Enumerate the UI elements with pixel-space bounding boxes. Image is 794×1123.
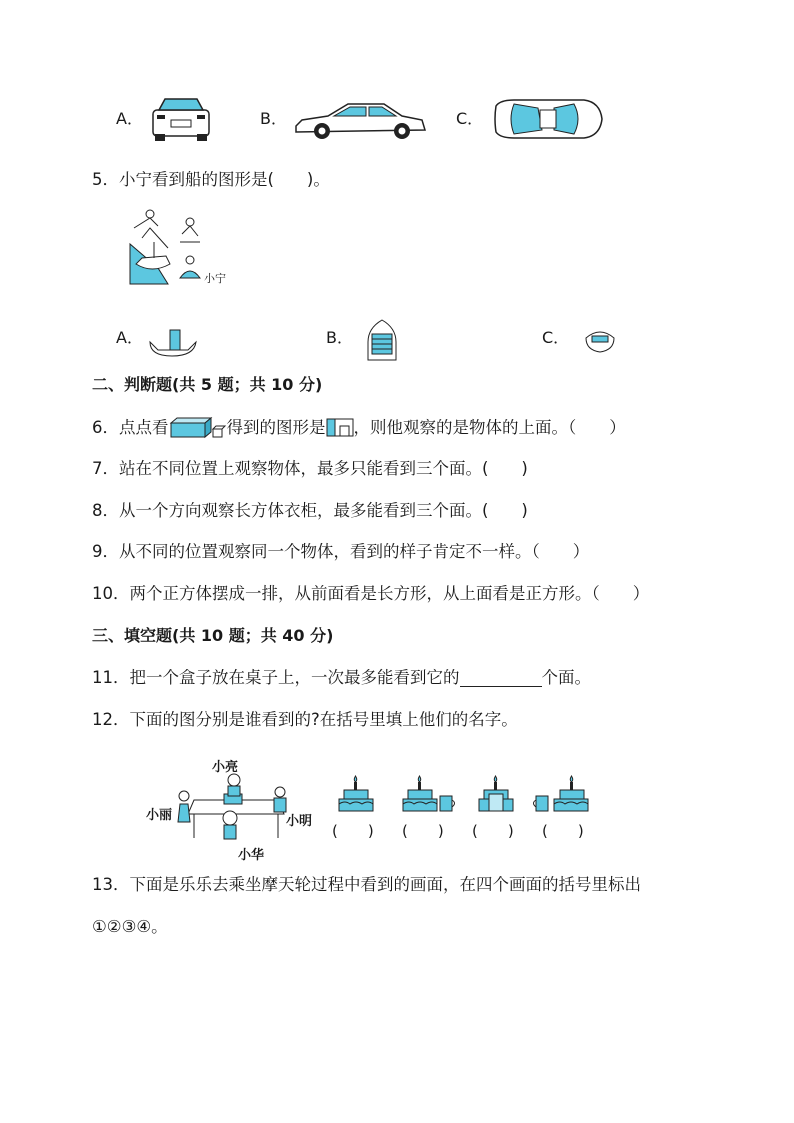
boat-front-view-icon [584,328,616,354]
cake-with-cup-right-icon [400,776,458,814]
car-top-view-icon [490,98,604,140]
cake-with-cup-left-icon [534,776,592,814]
name-xiaoliang: 小亮 [212,760,239,775]
q5-option-b-label: B． [326,328,353,347]
question-10: 10．两个正方体摆成一排，从前面看是长方形，从上面看是正方形。（ ） [92,584,650,603]
table-scene-image [180,770,292,854]
car-back-view-icon [147,96,215,142]
question-6: 6．点点看 得到的图形是 ，则他观察的是物体的上面。（ ） [92,418,626,437]
q4-option-b-label: B． [260,109,287,128]
question-9: 9．从不同的位置观察同一个物体，看到的样子肯定不一样。（ ） [92,542,590,561]
box-and-cube-icon [169,417,227,437]
question-13-line-2: ①②③④。 [92,917,168,936]
answer-paren-3[interactable]: ( ) [472,822,514,840]
cake-front-view-icon [336,776,376,814]
name-xiaoming: 小明 [286,814,313,829]
answer-paren-1[interactable]: ( ) [332,822,374,840]
answer-blank[interactable] [460,670,542,687]
xiaoning-boat-scene-image [128,208,208,286]
question-7: 7．站在不同位置上观察物体，最多只能看到三个面。( ) [92,459,528,478]
result-shape-icon [326,417,354,437]
boat-side-view-icon [148,328,200,358]
question-5: 5．小宁看到船的图形是( )。 [92,170,330,189]
name-xiaohua: 小华 [238,848,265,863]
question-8: 8．从一个方向观察长方体衣柜，最多能看到三个面。( ) [92,501,528,520]
section-3-title: 三、填空题(共 10 题；共 40 分) [92,626,334,645]
question-12: 12．下面的图分别是谁看到的?在括号里填上他们的名字。 [92,710,518,729]
question-11: 11．把一个盒子放在桌子上，一次最多能看到它的 个面。 [92,668,591,687]
q5-option-c-label: C． [542,328,570,347]
name-xiaoli: 小丽 [146,808,173,823]
xiaoning-label: 小宁 [204,272,226,285]
q4-option-a-label: A． [116,109,143,128]
q4-option-c-label: C． [456,109,484,128]
q5-option-a-label: A． [116,328,143,347]
section-2-title: 二、判断题(共 5 题；共 10 分) [92,375,323,394]
answer-paren-4[interactable]: ( ) [542,822,584,840]
answer-paren-2[interactable]: ( ) [402,822,444,840]
boat-top-view-icon [364,318,400,362]
cake-cup-front-icon [476,776,516,814]
car-side-view-icon [292,100,428,142]
question-13-line-1: 13．下面是乐乐去乘坐摩天轮过程中看到的画面，在四个画面的括号里标出 [92,875,641,894]
